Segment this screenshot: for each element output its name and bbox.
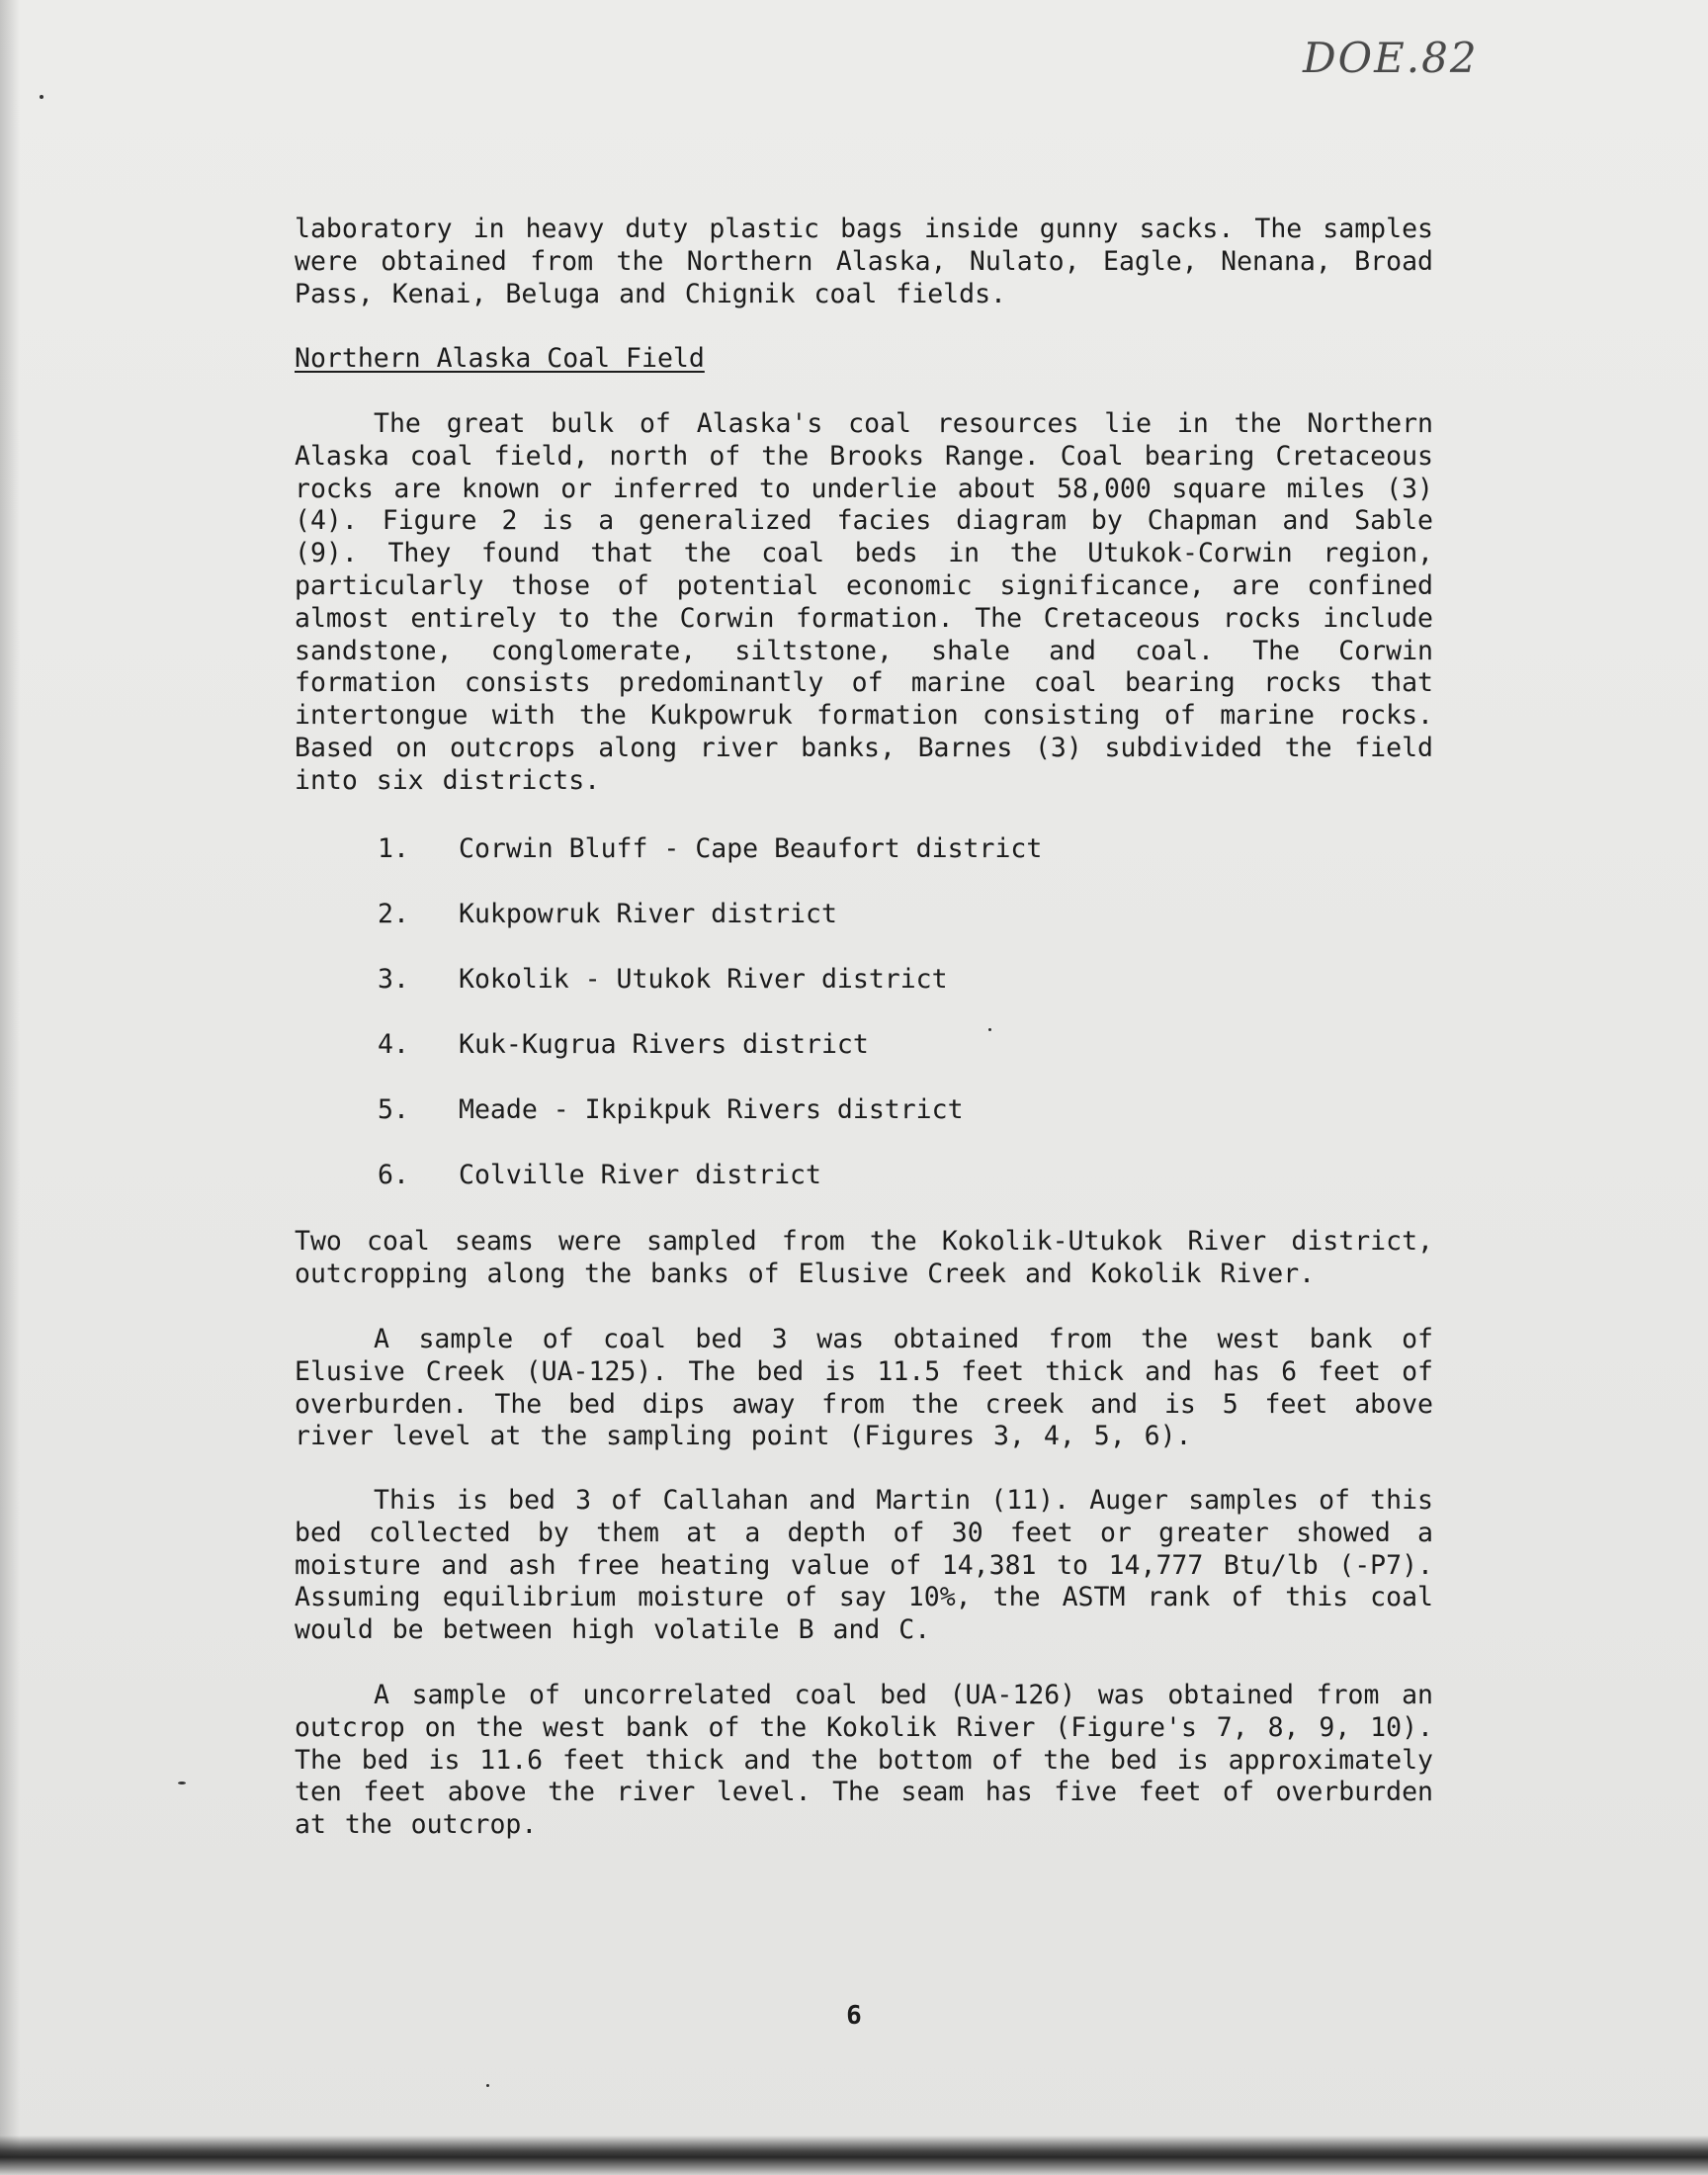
districts-list <box>378 832 1042 1224</box>
list-item <box>378 898 1042 963</box>
list-item <box>378 1093 1042 1159</box>
page-number: 6 <box>846 2001 862 2031</box>
handwritten-doc-label: DOE.82 <box>1303 34 1479 82</box>
list-item-number: 6. <box>378 1160 409 1190</box>
list-item <box>378 963 1042 1028</box>
callahan-martin-paragraph: This is bed 3 of Callahan and Martin (11). Auger samples of this bed collected by them at a depth of 30 feet or greater showed a moisture and ash free heating value of 14,381 to 14,777 Btu/lb (-P7). Assuming equilibrium moisture of say 10%, the ASTM rank of this coal would be between high volatile B and C. <box>295 1485 1433 1646</box>
scan-speck <box>40 95 43 99</box>
coal-resources-paragraph: The great bulk of Alaska's coal resources lie in the Northern Alaska coal field, north of the Brooks Range. Coal bearing Cretaceous rocks are known or inferred to underlie about 58,000 square miles (3)(4). Figure 2 is a generalized facies diagram by Chapman and Sable (9). They found that the coal beds in the Utukok-Corwin region, particularly those of potential economic significance, are confined almost entirely to the Corwin formation. The Cretaceous rocks include sandstone, conglomerate, siltstone, shale and coal. The Corwin formation consists predominantly of marine coal bearing rocks that intertongue with the Kukpowruk formation consisting of marine rocks. Based on outcrops along river banks, Barnes (3) subdivided the field into six districts. <box>295 408 1433 796</box>
scan-speck <box>486 2084 489 2087</box>
list-item-number: 1. <box>378 833 409 864</box>
list-item-text: Meade - Ikpikpuk Rivers district <box>459 1094 964 1125</box>
scan-speck <box>988 1028 991 1031</box>
list-item-number: 3. <box>378 964 409 995</box>
list-item <box>378 832 1042 898</box>
two-seams-paragraph: Two coal seams were sampled from the Kokolik-Utukok River district, outcropping along the banks of Elusive Creek and Kokolik River. <box>295 1226 1433 1289</box>
list-item-text: Kokolik - Utukok River district <box>459 964 948 995</box>
intro-paragraph: laboratory in heavy duty plastic bags inside gunny sacks. The samples were obtained from the Northern Alaska, Nulato, Eagle, Nenana, Broad Pass, Kenai, Beluga and Chignik coal fields. <box>295 214 1433 309</box>
list-item-text: Colville River district <box>459 1160 821 1190</box>
list-item-text: Kukpowruk River district <box>459 899 837 929</box>
scan-speck <box>178 1782 186 1784</box>
list-item-text: Corwin Bluff - Cape Beaufort district <box>459 833 1043 864</box>
scan-bottom-edge <box>0 2135 1708 2175</box>
list-item <box>378 1159 1042 1224</box>
list-item-number: 4. <box>378 1029 409 1060</box>
list-item-number: 2. <box>378 899 409 929</box>
list-item <box>378 1028 1042 1093</box>
bed3-sample-paragraph: A sample of coal bed 3 was obtained from the west bank of Elusive Creek (UA-125). The bed is 11.5 feet thick and has 6 feet of overburden. The bed dips away from the creek and is 5 feet above river level at the sampling point (Figures 3, 4, 5, 6). <box>295 1324 1433 1452</box>
list-item-number: 5. <box>378 1094 409 1125</box>
uncorrelated-bed-paragraph: A sample of uncorrelated coal bed (UA-126) was obtained from an outcrop on the west bank of the Kokolik River (Figure's 7, 8, 9, 10). The bed is 11.6 feet thick and the bottom of the bed is approximately ten feet above the river level. The seam has five feet of overburden at the outcrop. <box>295 1680 1433 1841</box>
list-item-text: Kuk-Kugrua Rivers district <box>459 1029 869 1060</box>
scan-left-edge <box>0 0 20 2175</box>
section-heading: Northern Alaska Coal Field <box>295 343 705 374</box>
